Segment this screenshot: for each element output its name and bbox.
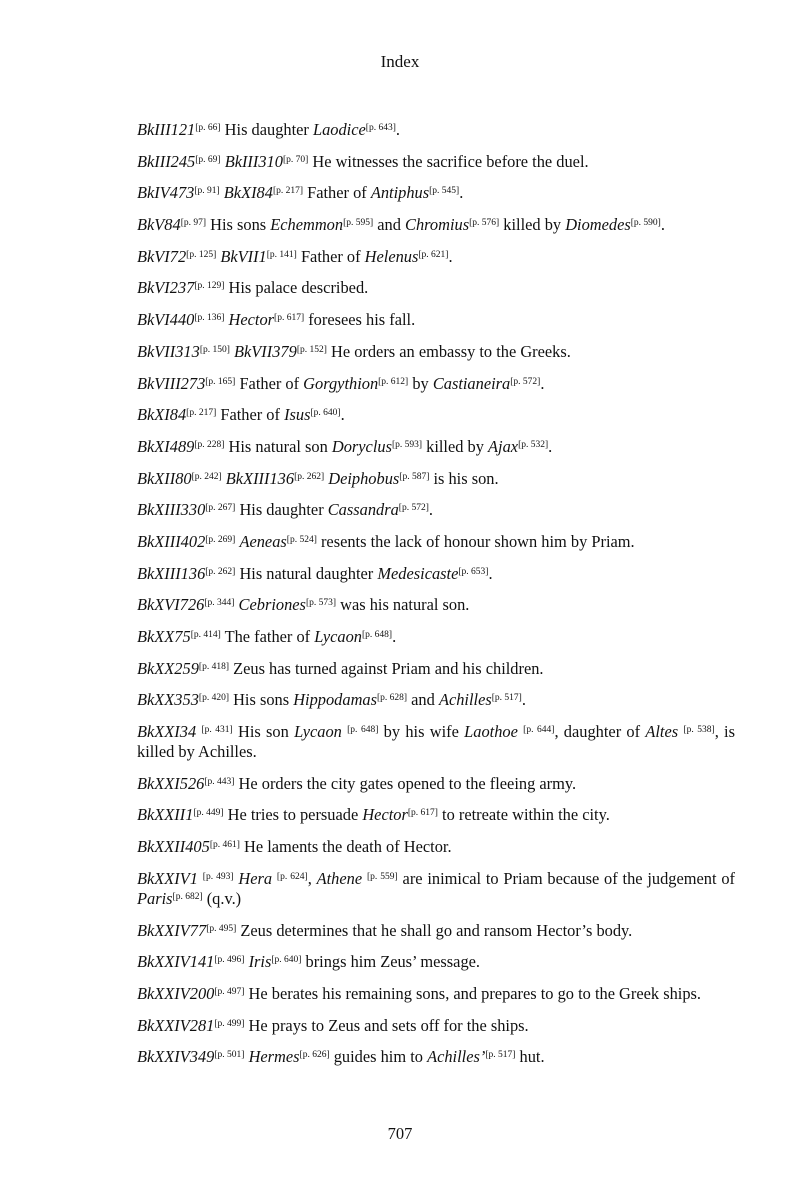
- person-name-link[interactable]: Hera: [238, 868, 273, 888]
- page-reference-link[interactable]: [p. 621]: [418, 249, 449, 260]
- book-reference-link[interactable]: BkVII313: [137, 341, 200, 361]
- book-reference-link[interactable]: BkV84: [137, 215, 181, 235]
- entry-text: He prays to Zeus and sets off for the ships.: [244, 1015, 529, 1035]
- person-name-link[interactable]: Laothoe: [464, 722, 518, 742]
- index-entry: [137, 1047, 735, 1067]
- book-reference-link[interactable]: BkVI237: [137, 278, 195, 298]
- entry-text: .: [660, 215, 665, 235]
- page-reference-link[interactable]: [p. 617]: [274, 313, 305, 324]
- page-reference-link[interactable]: [p. 624]: [276, 871, 308, 882]
- index-entry: [137, 342, 735, 362]
- entry-text: .: [521, 690, 526, 710]
- book-reference-link[interactable]: BkXXIV200: [137, 983, 215, 1003]
- entry-text: His sons: [228, 690, 294, 710]
- index-entry-list: [137, 120, 735, 1079]
- entry-text: .: [395, 120, 400, 139]
- page-reference-link[interactable]: [p. 449]: [193, 808, 224, 819]
- entry-text: resents the lack of honour shown him by Priam.: [316, 531, 635, 551]
- book-reference-link[interactable]: BkXI84: [223, 183, 273, 203]
- page-reference-link[interactable]: [p. 496]: [214, 955, 245, 966]
- page-reference-link[interactable]: [p. 572]: [398, 503, 429, 514]
- book-reference-link[interactable]: BkXX353: [137, 690, 199, 710]
- page-reference-link[interactable]: [p. 493]: [202, 871, 234, 882]
- page-reference-link[interactable]: [p. 595]: [343, 218, 374, 229]
- person-name-link[interactable]: Diomedes: [565, 215, 631, 235]
- page-reference-link[interactable]: [p. 517]: [485, 1050, 516, 1061]
- entry-text: Zeus determines that he shall go and ransom Hector’s body.: [236, 920, 633, 940]
- person-name-link[interactable]: Hector: [362, 805, 408, 825]
- entry-text: .: [548, 436, 553, 456]
- person-name-link[interactable]: Deiphobus: [328, 468, 400, 488]
- index-entry: [137, 215, 735, 235]
- page-reference-link[interactable]: [p. 125]: [186, 249, 217, 260]
- book-reference-link[interactable]: BkXIII136: [137, 563, 206, 583]
- book-reference-link[interactable]: BkVI72: [137, 246, 187, 266]
- entry-text: He orders an embassy to the Greeks.: [326, 341, 571, 361]
- entry-text: is his son.: [429, 468, 499, 488]
- entry-text: .: [392, 627, 397, 646]
- page-reference-link[interactable]: [p. 443]: [204, 776, 235, 787]
- entry-text: killed by: [422, 436, 489, 456]
- entry-text: and: [407, 690, 439, 710]
- entry-text: (q.v.): [202, 888, 242, 908]
- index-entry: [137, 774, 735, 794]
- page-reference-link[interactable]: [p. 497]: [214, 986, 245, 997]
- page-reference-link[interactable]: [p. 640]: [271, 955, 302, 966]
- book-reference-link[interactable]: BkXXI526: [137, 773, 205, 793]
- book-reference-link[interactable]: BkXIII330: [137, 500, 206, 520]
- entry-text: His son: [232, 722, 295, 742]
- entry-text: by his wife: [378, 722, 465, 742]
- entry-text: Father of: [235, 373, 304, 393]
- page-reference-link[interactable]: [p. 648]: [347, 725, 379, 736]
- person-name-link[interactable]: Doryclus: [331, 436, 392, 456]
- entry-text: .: [340, 405, 345, 425]
- index-entry: [137, 595, 735, 615]
- entry-text: killed by: [499, 215, 566, 235]
- entry-text: His palace described.: [224, 278, 369, 298]
- book-reference-link[interactable]: BkXXII1: [137, 805, 194, 825]
- book-reference-link[interactable]: BkXVI726: [137, 595, 205, 615]
- page-reference-link[interactable]: [p. 141]: [266, 249, 297, 260]
- entry-text: His natural son: [224, 436, 332, 456]
- page-reference-link[interactable]: [p. 262]: [294, 471, 325, 482]
- book-reference-link[interactable]: BkXXI34: [137, 722, 197, 742]
- entry-text: His natural daughter: [235, 563, 378, 583]
- person-name-link[interactable]: Echemmon: [270, 215, 344, 235]
- index-entry: [137, 405, 735, 425]
- page-reference-link[interactable]: [p. 626]: [299, 1050, 330, 1061]
- book-reference-link[interactable]: BkXII80: [137, 468, 192, 488]
- page-reference-link[interactable]: [p. 414]: [190, 630, 221, 640]
- page-reference-link[interactable]: [p. 545]: [429, 186, 460, 197]
- book-reference-link[interactable]: BkXXII405: [137, 837, 210, 857]
- index-entry: [137, 183, 735, 203]
- page-reference-link[interactable]: [p. 612]: [378, 376, 409, 387]
- book-reference-link[interactable]: BkVII379: [234, 341, 297, 361]
- page-reference-link[interactable]: [p. 267]: [205, 503, 236, 514]
- page-reference-link[interactable]: [p. 69]: [195, 154, 221, 165]
- page-header: Index: [380, 52, 420, 71]
- page-reference-link[interactable]: [p. 524]: [286, 534, 317, 545]
- page-reference-link[interactable]: [p. 501]: [214, 1050, 245, 1061]
- index-entry: [137, 278, 735, 298]
- page-reference-link[interactable]: [p. 576]: [469, 218, 500, 229]
- page-reference-link[interactable]: [p. 344]: [204, 598, 235, 609]
- index-entry: [137, 564, 735, 584]
- entry-text: was his natural son.: [336, 595, 470, 615]
- index-entry: [137, 247, 735, 267]
- index-entry: [137, 120, 735, 140]
- entry-text: .: [428, 500, 433, 520]
- entry-text: He orders the city gates opened to the fleeing army.: [234, 773, 577, 793]
- index-entry: [137, 310, 735, 330]
- page-reference-link[interactable]: [p. 129]: [194, 281, 225, 292]
- book-reference-link[interactable]: BkVII1: [220, 246, 267, 266]
- entry-text: The father of: [220, 627, 315, 646]
- index-entry: [137, 837, 735, 857]
- entry-text: guides him to: [329, 1047, 428, 1067]
- book-reference-link[interactable]: BkVI440: [137, 310, 195, 330]
- index-entry: [137, 952, 735, 972]
- person-name-link[interactable]: Hector: [228, 310, 275, 330]
- book-reference-link[interactable]: BkXXIV281: [137, 1015, 215, 1035]
- entry-text: , daughter of: [554, 722, 646, 742]
- page-reference-link[interactable]: [p. 495]: [206, 923, 237, 934]
- page-reference-link[interactable]: [p. 532]: [518, 439, 549, 450]
- page-reference-link[interactable]: [p. 644]: [523, 725, 555, 736]
- page-reference-link[interactable]: [p. 593]: [391, 439, 423, 450]
- book-reference-link[interactable]: BkXXIV77: [137, 920, 207, 940]
- page-reference-link[interactable]: [p. 538]: [683, 725, 715, 736]
- page-reference-link[interactable]: [p. 262]: [205, 566, 236, 577]
- entry-text: foresees his fall.: [304, 310, 416, 330]
- index-entry: [137, 469, 735, 489]
- entry-text: hut.: [515, 1047, 545, 1067]
- person-name-link[interactable]: Iris: [248, 952, 272, 972]
- person-name-link[interactable]: Athene: [316, 868, 363, 888]
- page-reference-link[interactable]: [p. 152]: [296, 344, 327, 355]
- person-name-link[interactable]: Antiphus: [370, 183, 430, 203]
- index-entry: [137, 690, 735, 710]
- index-entry: [137, 152, 735, 172]
- entry-text: His daughter: [235, 500, 328, 520]
- page-reference-link[interactable]: [p. 559]: [366, 871, 398, 882]
- page-reference-link[interactable]: [p. 269]: [205, 534, 236, 545]
- page-reference-link[interactable]: [p. 217]: [272, 186, 304, 197]
- book-reference-link[interactable]: BkXXIV349: [137, 1047, 215, 1067]
- book-reference-link[interactable]: BkIII245: [137, 151, 196, 171]
- page-reference-link[interactable]: [p. 97]: [180, 218, 207, 229]
- person-name-link[interactable]: Cebriones: [238, 595, 306, 615]
- entry-text: and: [373, 215, 406, 235]
- entry-text: .: [540, 373, 545, 393]
- entry-text: are inimical to Priam because of the judgement of: [397, 868, 735, 888]
- person-name-link[interactable]: Hippodamas: [293, 690, 377, 710]
- entry-text: brings him Zeus’ message.: [301, 952, 481, 972]
- page-reference-link[interactable]: [p. 66]: [195, 123, 221, 133]
- book-reference-link[interactable]: BkXIII136: [225, 468, 295, 488]
- page-reference-link[interactable]: [p. 91]: [194, 186, 220, 197]
- person-name-link[interactable]: Achilles: [438, 690, 492, 710]
- book-reference-link[interactable]: BkXX259: [137, 658, 199, 678]
- index-entry: [137, 921, 735, 941]
- page-reference-link[interactable]: [p. 628]: [376, 693, 408, 704]
- entry-text: Father of: [296, 246, 365, 266]
- book-reference-link[interactable]: BkXXIV141: [137, 952, 215, 972]
- person-name-link[interactable]: Medesicaste: [377, 563, 459, 583]
- entry-text: Father of: [303, 183, 371, 203]
- page-reference-link[interactable]: [p. 590]: [630, 218, 661, 229]
- page-reference-link[interactable]: [p. 461]: [209, 840, 240, 851]
- entry-text: ,: [307, 868, 317, 888]
- index-entry: [137, 805, 735, 825]
- entry-text: , is killed by Achilles.: [137, 722, 735, 762]
- index-entry: [137, 869, 735, 909]
- person-name-link[interactable]: Achilles’: [427, 1047, 486, 1067]
- entry-text: He laments the death of Hector.: [239, 837, 452, 857]
- book-reference-link[interactable]: BkVIII273: [137, 373, 206, 393]
- index-entry: [137, 437, 735, 457]
- person-name-link[interactable]: Paris: [137, 888, 173, 908]
- person-name-link[interactable]: Castianeira: [432, 373, 511, 393]
- person-name-link[interactable]: Lycaon: [314, 627, 362, 646]
- book-reference-link[interactable]: BkIII121: [137, 120, 196, 139]
- entry-text: His sons: [206, 215, 271, 235]
- index-entry: [137, 659, 735, 679]
- page-reference-link[interactable]: [p. 643]: [365, 123, 396, 133]
- page-reference-link[interactable]: [p. 682]: [172, 891, 203, 902]
- page-number: 707: [387, 1124, 413, 1143]
- book-reference-link[interactable]: BkXI489: [137, 436, 195, 456]
- page-reference-link[interactable]: [p. 418]: [198, 661, 229, 672]
- person-name-link[interactable]: Gorgythion: [303, 373, 379, 393]
- book-reference-link[interactable]: BkXXIV1: [137, 868, 198, 888]
- person-name-link[interactable]: Aeneas: [239, 531, 287, 551]
- book-reference-link[interactable]: BkIII310: [224, 151, 283, 171]
- page-reference-link[interactable]: [p. 150]: [199, 344, 230, 355]
- person-name-link[interactable]: Lycaon: [294, 722, 342, 742]
- page-reference-link[interactable]: [p. 572]: [510, 376, 541, 387]
- page-reference-link[interactable]: [p. 617]: [407, 808, 438, 819]
- book-reference-link[interactable]: BkXX75: [137, 627, 191, 646]
- page-reference-link[interactable]: [p. 431]: [201, 725, 233, 736]
- person-name-link[interactable]: Hermes: [248, 1047, 300, 1067]
- index-entry: [137, 1016, 735, 1036]
- index-entry: [137, 627, 735, 647]
- person-name-link[interactable]: Laodice: [312, 120, 366, 139]
- page-reference-link[interactable]: [p. 228]: [194, 439, 225, 450]
- page-reference-link[interactable]: [p. 640]: [310, 408, 341, 419]
- person-name-link[interactable]: Helenus: [364, 246, 419, 266]
- page-reference-link[interactable]: [p. 653]: [458, 566, 489, 577]
- index-entry: [137, 500, 735, 520]
- entry-text: Zeus has turned against Priam and his children.: [228, 658, 544, 678]
- page-reference-link[interactable]: [p. 165]: [205, 376, 236, 387]
- entry-text: by: [408, 373, 433, 393]
- entry-text: to retreate within the city.: [437, 805, 610, 825]
- entry-text: .: [488, 563, 493, 583]
- page-reference-link[interactable]: [p. 648]: [362, 630, 393, 640]
- page-reference-link[interactable]: [p. 420]: [198, 693, 229, 704]
- page-reference-link[interactable]: [p. 573]: [305, 598, 337, 609]
- entry-text: .: [448, 246, 453, 266]
- page-reference-link[interactable]: [p. 517]: [491, 693, 522, 704]
- page-reference-link[interactable]: [p. 242]: [191, 471, 222, 482]
- index-entry: [137, 984, 735, 1004]
- book-reference-link[interactable]: BkXI84: [137, 405, 187, 425]
- entry-text: He tries to persuade: [223, 805, 363, 825]
- person-name-link[interactable]: Cassandra: [327, 500, 399, 520]
- page-reference-link[interactable]: [p. 499]: [214, 1018, 245, 1029]
- entry-text: He berates his remaining sons, and prepares to go to the Greek ships.: [244, 983, 701, 1003]
- book-reference-link[interactable]: BkIV473: [137, 183, 195, 203]
- person-name-link[interactable]: Isus: [284, 405, 311, 425]
- index-entry: [137, 722, 735, 762]
- index-entry: [137, 374, 735, 394]
- person-name-link[interactable]: Ajax: [488, 436, 519, 456]
- entry-text: .: [459, 183, 464, 203]
- entry-text: His daughter: [220, 120, 313, 139]
- page-reference-link[interactable]: [p. 136]: [194, 313, 225, 324]
- entry-text: Father of: [216, 405, 285, 425]
- index-entry: [137, 532, 735, 552]
- person-name-link[interactable]: Chromius: [405, 215, 470, 235]
- book-reference-link[interactable]: BkXIII402: [137, 531, 206, 551]
- page-reference-link[interactable]: [p. 217]: [186, 408, 217, 419]
- entry-text: He witnesses the sacrifice before the duel.: [308, 151, 589, 171]
- page-reference-link[interactable]: [p. 70]: [282, 154, 309, 165]
- person-name-link[interactable]: Altes: [645, 722, 679, 742]
- page-reference-link[interactable]: [p. 587]: [399, 471, 430, 482]
